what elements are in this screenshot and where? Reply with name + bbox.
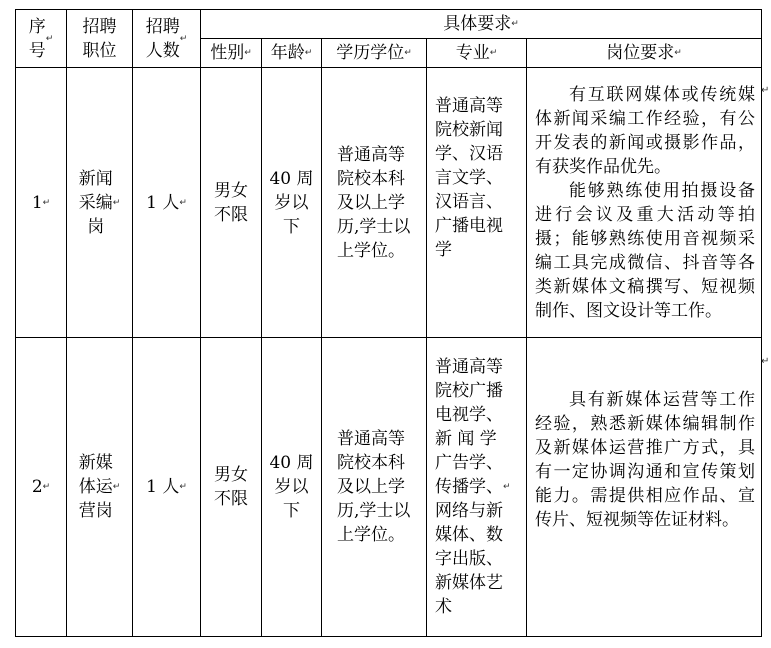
- header-seq: [16, 10, 66, 67]
- row2-seq: [16, 338, 66, 636]
- table-border-right: [761, 9, 762, 637]
- row1-major: [427, 68, 526, 337]
- header-gender: [201, 39, 261, 67]
- row2-position-text: 新媒 体运 营岗: [78, 453, 113, 521]
- paragraph-mark-icon: ↵: [42, 482, 51, 492]
- paragraph-mark-icon: ↵: [179, 197, 187, 208]
- paragraph-mark-icon: ↵: [674, 48, 682, 58]
- paragraph-mark-icon: ↵: [511, 19, 519, 29]
- row1-gender-text: 男女 不限: [214, 180, 248, 225]
- header-age: [262, 39, 321, 67]
- row1-seq: [16, 68, 66, 337]
- paragraph-mark-icon: ↵: [503, 482, 511, 492]
- header-major: [427, 39, 526, 67]
- row2-major: [427, 338, 526, 636]
- header-count: [133, 10, 200, 67]
- row1-age-text: 40 周 岁以 下: [269, 168, 314, 237]
- row2-count: [133, 338, 200, 636]
- paragraph-mark-icon: ↵: [112, 197, 121, 208]
- row2-gender: [201, 338, 261, 636]
- header-seq-text: 序 号: [28, 16, 46, 61]
- row1-gender: [201, 68, 261, 337]
- row1-count-text: 1 人: [146, 192, 180, 213]
- header-position-text: 招聘 职位: [82, 16, 117, 61]
- row2-major-text: 普通高等 院校广播 电视学、 新 闻 学 广告学、 传播学、 网络与新 媒体、数 字出版、 新媒体艺 术: [435, 357, 503, 617]
- row2-education-text: 普通高等 院校本科 及以上学 历,学士以 上学位。: [337, 429, 411, 545]
- paragraph-mark-icon: ↵: [112, 482, 121, 492]
- row2-age-text: 40 周 岁以 下: [269, 453, 314, 521]
- paragraph-mark-icon: ↵: [244, 48, 252, 58]
- header-major-text: 专业: [455, 43, 490, 63]
- row1-job-req: [527, 68, 761, 337]
- paragraph-mark-icon: ↵: [42, 197, 51, 208]
- row1-job-req-para2: 能够熟练使用拍摄设备进行会议及重大活动等拍摄；能够熟练使用音视频采编工具完成微信、抖音等各类新媒体文稿撰写、短视频制作、图文设计等工作。: [535, 180, 755, 321]
- row1-age: [262, 68, 321, 337]
- paragraph-mark-icon: ↵: [179, 33, 188, 44]
- row1-education: [322, 68, 426, 337]
- header-education-text: 学历学位: [336, 43, 405, 63]
- row1-position: [67, 68, 132, 337]
- header-count-text: 招聘 人数: [145, 16, 180, 61]
- row2-education: [322, 338, 426, 636]
- row2-seq-text: 2: [31, 477, 43, 497]
- row1-job-req-para1: 有互联网媒体或传统媒体新闻采编工作经验，有公开发表的新闻或摄影作品，有获奖作品优先。: [535, 84, 755, 177]
- row2-count-text: 1 人: [146, 477, 180, 497]
- paragraph-mark-icon: ↵: [179, 482, 187, 492]
- paragraph-mark-icon: ↵: [489, 48, 498, 58]
- header-requirements-text: 具体要求: [443, 14, 512, 34]
- row1-position-text: 新闻 采编 岗: [78, 168, 113, 237]
- row-end-mark-icon: ↵: [761, 85, 770, 96]
- header-job-req-text: 岗位要求: [606, 43, 675, 63]
- recruitment-table: [15, 9, 762, 637]
- header-education: [322, 39, 426, 67]
- header-position: [67, 10, 132, 67]
- row1-education-text: 普通高等 院校本科 及以上学 历,学士以 上学位。: [337, 144, 411, 261]
- paragraph-mark-icon: ↵: [404, 48, 412, 58]
- header-age-text: 年龄: [270, 43, 305, 63]
- row1-count: [133, 68, 200, 337]
- paragraph-mark-icon: ↵: [304, 48, 313, 58]
- row1-seq-text: 1: [31, 192, 43, 213]
- table-border-bottom: [15, 636, 762, 637]
- header-job-req: [527, 39, 761, 67]
- row1-major-text: 普通高等 院校新闻 学、汉语 言文学、 汉语言、 广播电视 学: [435, 96, 503, 260]
- row2-age: [262, 338, 321, 636]
- header-requirements: [201, 10, 761, 38]
- row-end-mark-icon: ↵: [761, 356, 770, 367]
- row2-gender-text: 男女 不限: [214, 465, 248, 509]
- header-gender-text: 性别: [210, 43, 245, 63]
- row2-position: [67, 338, 132, 636]
- row2-job-req-para1: 具有新媒体运营等工作经验，熟悉新媒体编辑制作及新媒体运营推广方式，具有一定协调沟通和宣传策划能力。需提供相应作品、宣传片、短视频等佐证材料。: [535, 390, 755, 530]
- row2-job-req: [527, 338, 761, 636]
- paragraph-mark-icon: ↵: [45, 33, 54, 44]
